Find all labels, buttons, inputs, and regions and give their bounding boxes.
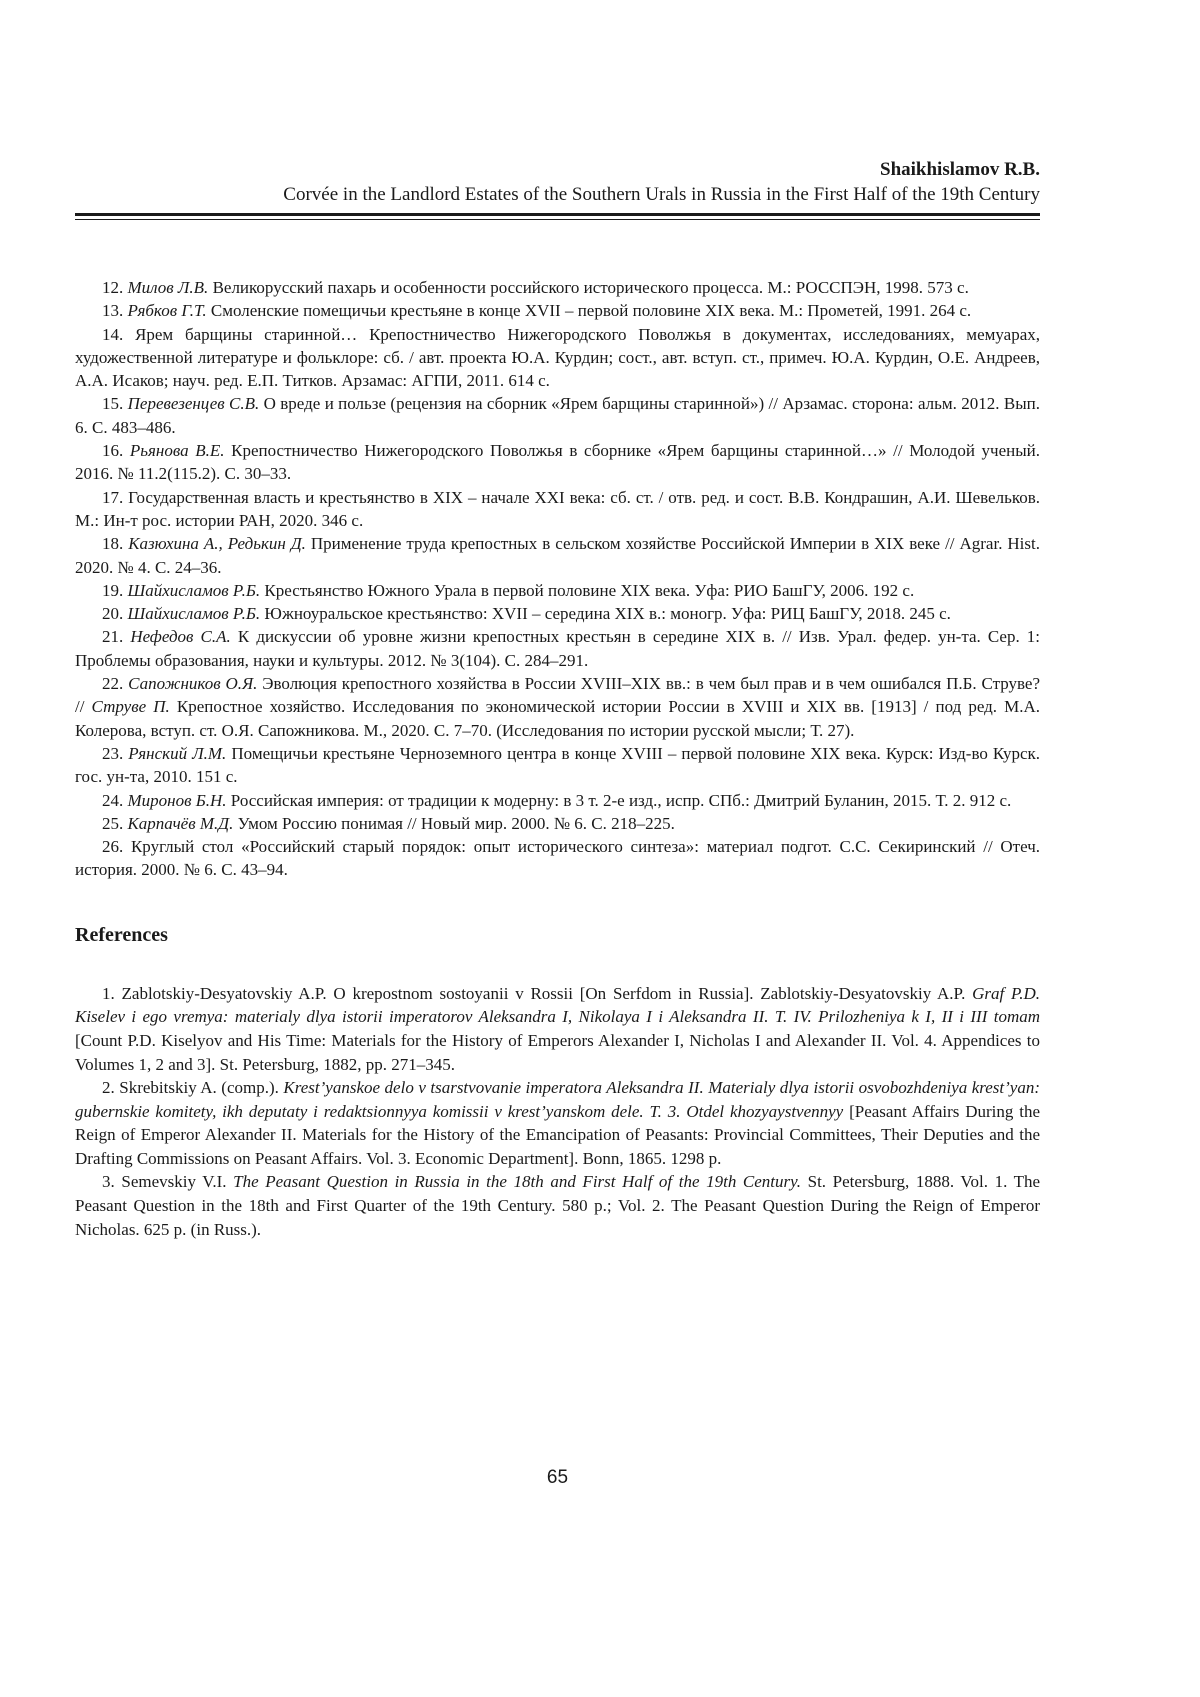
references-list (75, 982, 1040, 1242)
entry-text: St. Petersburg, 1888. Vol. 1. The Peasant Question in the 18th and First Quarter of the 19th Century. 580 p.; Vol. 2. The Peasant Question During the Reign of Emperor Nicholas. 625 p. (in Russ.). (75, 1172, 1040, 1238)
entry-text: Помещичьи крестьяне Черноземного центра в конце XVIII – первой половине XIX века. Курск: Изд-во Курск. гос. ун-та, 2010. 151 с. (75, 744, 1040, 786)
source-entry (75, 323, 1040, 393)
source-entry (75, 486, 1040, 533)
entry-author: Шайхисламов Р.Б. (128, 604, 261, 623)
entry-author: Рянский Л.М. (128, 744, 226, 763)
entry-text: Южноуральское крестьянство: XVII – середина XIX в.: моногр. Уфа: РИЦ БашГУ, 2018. 245 с. (264, 604, 951, 623)
entry-number: 14. (102, 325, 123, 344)
entry-number: 17. (102, 488, 123, 507)
entry-author: Нефедов С.А. (130, 627, 230, 646)
source-entry (75, 276, 1040, 299)
entry-text: Zablotskiy-Desyatovskiy A.P. O krepostnom sostoyanii v Rossii [On Serfdom in Russia]. Zablotskiy-Desyatovskiy A.P. (122, 984, 966, 1003)
reference-entry (75, 982, 1040, 1076)
entry-number: 12. (102, 278, 123, 297)
entry-number: 23. (102, 744, 123, 763)
entry-text: О вреде и пользе (рецензия на сборник «Ярем барщины старинной») // Арзамас. сторона: альм. 2012. Вып. 6. С. 483–486. (75, 394, 1040, 436)
entry-author-secondary: Струве П. (92, 697, 170, 716)
entry-text: Крестьянство Южного Урала в первой половине XIX века. Уфа: РИО БашГУ, 2006. 192 с. (264, 581, 914, 600)
entry-author: Шайхисламов Р.Б. (128, 581, 261, 600)
source-entry (75, 392, 1040, 439)
entry-number: 13. (102, 301, 123, 320)
entry-number: 3. (102, 1172, 115, 1191)
source-entry (75, 672, 1040, 742)
entry-author: Миронов Б.Н. (128, 791, 227, 810)
references-heading: References (75, 922, 1040, 948)
running-header (75, 158, 1040, 208)
entry-text: Применение труда крепостных в сельском хозяйстве Российской Империи в XIX веке // Agrar. Hist. 2020. № 4. С. 24–36. (75, 534, 1040, 576)
source-entry (75, 812, 1040, 835)
page-number: 65 (0, 1467, 1115, 1489)
entry-text: Skrebitskiy A. (comp.). (119, 1078, 279, 1097)
entry-author: Казюхина А., Редькин Д. (128, 534, 306, 553)
entry-text: Смоленские помещичьи крестьяне в конце XVII – первой половине XIX века. М.: Прометей, 1991. 264 с. (211, 301, 971, 320)
article-content (75, 276, 1040, 1241)
source-entry (75, 439, 1040, 486)
entry-text: Semevskiy V.I. (121, 1172, 226, 1191)
header-rule-thick (75, 213, 1040, 216)
entry-text-secondary: Крепостное хозяйство. Исследования по экономической истории России в XVIII и XIX вв. [1913] / под ред. М.А. Колерова, вступ. ст. О.Я. Сапожникова. М., 2020. С. 7–70. (Исследования по истории русской мысли; Т. 27). (75, 697, 1040, 739)
source-entry (75, 579, 1040, 602)
entry-italic-title: Krest’yanskoe delo v tsarstvovanie imperatora Aleksandra II. Materialy dlya istorii osvobozhdeniya krest’yan: gubernskie komitety, ikh deputaty i redaktsionnyya komissii v krest’yanskom dele. T. 3. Otdel khozyaystvennyy (75, 1078, 1040, 1121)
entry-number: 16. (102, 441, 123, 460)
source-list (75, 276, 1040, 882)
header-article-title: Corvée in the Landlord Estates of the Southern Urals in Russia in the First Half of the 19th Century (75, 182, 1040, 208)
entry-author: Рьянова В.Е. (130, 441, 225, 460)
header-rule-thin (75, 219, 1040, 220)
source-entry (75, 835, 1040, 882)
entry-text: Крепостничество Нижегородского Поволжья в сборнике «Ярем барщины старинной…» // Молодой ученый. 2016. № 11.2(115.2). С. 30–33. (75, 441, 1040, 483)
entry-text: Ярем барщины старинной… Крепостничество Нижегородского Поволжья в документах, исследованиях, мемуарах, художественной литературе и фольклоре: сб. / авт. проекта Ю.А. Курдин; сост., авт. вступ. ст., примеч. Ю.А. Курдин, О.Е. Андреев, А.А. Исаков; науч. ред. Е.П. Титков. Арзамас: АГПИ, 2011. 614 с. (75, 325, 1040, 391)
entry-text: Российская империя: от традиции к модерну: в 3 т. 2-е изд., испр. СПб.: Дмитрий Буланин, 2015. Т. 2. 912 с. (231, 791, 1011, 810)
entry-text: Круглый стол «Российский старый порядок: опыт исторического синтеза»: материал подгот. С.С. Секиринский // Отеч. история. 2000. № 6. С. 43–94. (75, 837, 1040, 879)
entry-text: Умом Россию понимая // Новый мир. 2000. № 6. С. 218–225. (238, 814, 675, 833)
entry-number: 1. (102, 984, 115, 1003)
entry-author: Карпачёв М.Д. (128, 814, 234, 833)
entry-number: 26. (102, 837, 123, 856)
entry-text: [Count P.D. Kiselyov and His Time: Materials for the History of Emperors Alexander I, Nicholas I and Alexander II. Vol. 4. Appendices to Volumes 1, 2 and 3]. St. Petersburg, 1882, pp. 271–345. (75, 1031, 1040, 1074)
reference-entry (75, 1076, 1040, 1170)
source-entry (75, 742, 1040, 789)
entry-text: Великорусский пахарь и особенности российского исторического процесса. М.: РОССПЭН, 1998. 573 с. (213, 278, 969, 297)
reference-entry (75, 1170, 1040, 1241)
entry-author: Милов Л.В. (128, 278, 209, 297)
entry-author: Рябков Г.Т. (128, 301, 207, 320)
source-entry (75, 602, 1040, 625)
entry-number: 15. (102, 394, 123, 413)
entry-number: 21. (102, 627, 123, 646)
source-entry (75, 625, 1040, 672)
entry-number: 20. (102, 604, 123, 623)
entry-number: 24. (102, 791, 123, 810)
entry-text: [Peasant Affairs During the Reign of Emperor Alexander II. Materials for the History of the Emancipation of Peasants: Provincial Committees, Their Deputies and the Drafting Commissions on Peasant Affairs. Vol. 3. Economic Department]. Bonn, 1865. 1298 p. (75, 1102, 1040, 1168)
entry-number: 2. (102, 1078, 115, 1097)
entry-italic-title: Graf P.D. Kiselev i ego vremya: materialy dlya istorii imperatorov Aleksandra I, Nikolaya I i Aleksandra II. T. IV. Prilozheniya k I, II i III tomam (75, 984, 1040, 1027)
entry-text: Государственная власть и крестьянство в XIX – начале XXI века: сб. ст. / отв. ред. и сост. В.В. Кондрашин, А.И. Шевельков. М.: Ин-т рос. истории РАН, 2020. 346 с. (75, 488, 1040, 530)
entry-number: 19. (102, 581, 123, 600)
source-entry (75, 532, 1040, 579)
entry-number: 18. (102, 534, 123, 553)
entry-author: Перевезенцев С.В. (128, 394, 260, 413)
header-author: Shaikhislamov R.B. (75, 158, 1040, 182)
entry-number: 25. (102, 814, 123, 833)
source-entry (75, 789, 1040, 812)
entry-author: Сапожников О.Я. (128, 674, 257, 693)
entry-number: 22. (102, 674, 123, 693)
entry-text: Эволюция крепостного хозяйства в России XVIII–XIX вв.: в чем был прав и в чем ошибался П.Б. Струве? // (75, 674, 1040, 716)
entry-text: К дискуссии об уровне жизни крепостных крестьян в середине XIX в. // Изв. Урал. федер. ун-та. Сер. 1: Проблемы образования, науки и культуры. 2012. № 3(104). С. 284–291. (75, 627, 1040, 669)
entry-italic-title: The Peasant Question in Russia in the 18th and First Half of the 19th Century. (233, 1172, 801, 1191)
source-entry (75, 299, 1040, 322)
